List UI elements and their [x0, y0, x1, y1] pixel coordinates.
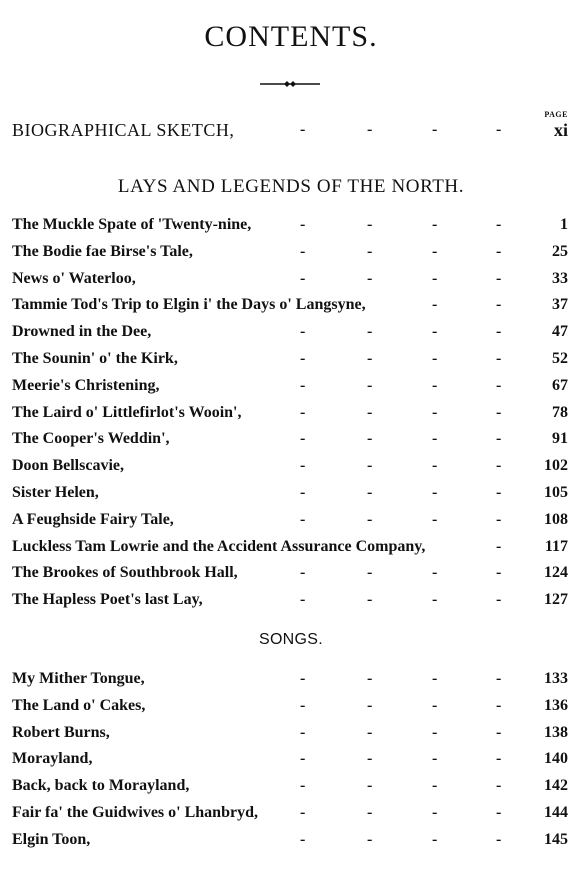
leader-dot: -	[496, 323, 502, 341]
leader-dot: -	[300, 750, 306, 768]
toc-entry[interactable]	[12, 214, 568, 238]
toc-entry-title: Fair fa' the Guidwives o' Lhanbryd,	[12, 804, 258, 821]
section-heading-lays: LAYS AND LEGENDS OF THE NORTH.	[117, 176, 465, 197]
toc-entry-title: Tammie Tod's Trip to Elgin i' the Days o' Langsyne,	[12, 296, 366, 314]
toc-entry-title: News o' Waterloo,	[12, 269, 136, 287]
leader-dot: -	[367, 216, 373, 233]
toc-entry-page: 105	[544, 484, 568, 501]
toc-entry[interactable]	[12, 695, 568, 719]
toc-entry[interactable]	[12, 668, 568, 692]
toc-entry-title: Sister Helen,	[12, 484, 99, 501]
leader-dot: -	[300, 777, 306, 795]
toc-entry-title: My Mither Tongue,	[12, 670, 145, 687]
leader-dot: -	[496, 403, 502, 421]
leader-dot: -	[300, 121, 306, 138]
leader-dot: -	[496, 216, 502, 233]
toc-entry[interactable]	[12, 536, 568, 560]
leader-dot: -	[367, 269, 373, 287]
toc-entry-title: Luckless Tam Lowrie and the Accident Assurance Company,	[12, 537, 426, 555]
leader-dot: -	[300, 804, 306, 821]
leader-dot: -	[367, 242, 373, 260]
leader-dot: -	[432, 269, 438, 287]
leader-dot: -	[496, 537, 502, 555]
toc-entry-title: Drowned in the Dee,	[12, 323, 152, 341]
toc-entry[interactable]	[12, 722, 568, 746]
toc-entry-page: 108	[544, 510, 568, 528]
leader-dot: -	[300, 670, 306, 687]
toc-entry-page: 37	[552, 296, 568, 314]
leader-dot: -	[432, 216, 438, 233]
toc-entry[interactable]	[12, 294, 568, 318]
leader-dot: -	[496, 269, 502, 287]
toc-entry[interactable]	[12, 375, 568, 399]
toc-entry[interactable]	[12, 589, 568, 613]
page-title: CONTENTS.	[204, 20, 378, 53]
leader-dot: -	[496, 723, 502, 741]
toc-entry-page: 67	[552, 376, 568, 394]
leader-dot: -	[432, 242, 438, 260]
toc-entry[interactable]	[12, 268, 568, 292]
toc-entry-page: 124	[544, 564, 568, 582]
leader-dot: -	[496, 750, 502, 768]
toc-entry-title: The Hapless Poet's last Lay,	[12, 591, 203, 609]
leader-dot: -	[432, 777, 438, 795]
ornament-rule-icon	[258, 78, 322, 90]
leader-dot: -	[300, 216, 306, 233]
toc-entry-title: The Muckle Spate of 'Twenty-nine,	[12, 216, 252, 233]
toc-entry[interactable]	[12, 321, 568, 345]
toc-entry-page: 52	[552, 350, 568, 367]
leader-dot: -	[432, 830, 438, 848]
leader-dot: -	[300, 510, 306, 528]
leader-dot: -	[300, 242, 306, 260]
leader-dot: -	[432, 564, 438, 582]
leader-dot: -	[367, 323, 373, 341]
leader-dot: -	[367, 376, 373, 394]
leader-dot: -	[496, 484, 502, 501]
toc-entry-page: 136	[544, 696, 568, 714]
toc-entry[interactable]	[12, 775, 568, 799]
toc-entry-page: 91	[552, 430, 568, 448]
leader-dot: -	[432, 696, 438, 714]
toc-entry[interactable]	[12, 428, 568, 452]
leader-dot: -	[367, 696, 373, 714]
leader-dot: -	[432, 670, 438, 687]
leader-dot: -	[496, 457, 502, 475]
leader-dot: -	[496, 591, 502, 609]
leader-dot: -	[367, 830, 373, 848]
leader-dot: -	[496, 350, 502, 367]
leader-dot: -	[367, 670, 373, 687]
leader-dot: -	[367, 804, 373, 821]
toc-entry-page: 117	[544, 537, 568, 555]
leader-dot: -	[367, 777, 373, 795]
leader-dot: -	[300, 564, 306, 582]
toc-entry-page: 78	[552, 403, 568, 421]
leader-dot: -	[496, 777, 502, 795]
toc-entry-title: The Brookes of Southbrook Hall,	[12, 564, 238, 582]
toc-entry-title: Back, back to Morayland,	[12, 777, 190, 795]
leader-dot: -	[496, 830, 502, 848]
leader-dot: -	[432, 457, 438, 475]
leader-dot: -	[300, 723, 306, 741]
page-column-label: PAGE	[544, 110, 568, 119]
leader-dot: -	[432, 121, 438, 138]
toc-entry[interactable]	[12, 829, 568, 853]
toc-entry-page: 145	[544, 830, 568, 848]
leader-dot: -	[300, 350, 306, 367]
leader-dot: -	[432, 350, 438, 367]
leader-dot: -	[300, 323, 306, 341]
toc-entry-page: xi	[553, 120, 568, 140]
toc-entry-page: 47	[552, 323, 568, 341]
leader-dot: -	[496, 121, 502, 138]
leader-dot: -	[496, 296, 502, 314]
leader-dot: -	[300, 591, 306, 609]
leader-dot: -	[496, 430, 502, 448]
toc-entry-page: 127	[544, 591, 568, 609]
leader-dot: -	[367, 564, 373, 582]
leader-dot: -	[432, 510, 438, 528]
leader-dot: -	[367, 430, 373, 448]
toc-entry-title: The Land o' Cakes,	[12, 696, 146, 714]
leader-dot: -	[432, 804, 438, 821]
leader-dot: -	[496, 242, 502, 260]
leader-dot: -	[367, 403, 373, 421]
toc-entry-title: Doon Bellscavie,	[12, 457, 124, 475]
toc-entry[interactable]	[12, 748, 568, 772]
toc-entry-title: BIOGRAPHICAL SKETCH,	[12, 120, 235, 140]
section-heading-songs: SONGS.	[258, 631, 324, 648]
toc-entry-page: 33	[552, 269, 568, 287]
toc-entry-page: 1	[560, 216, 568, 233]
toc-entry-biographical[interactable]	[12, 119, 568, 143]
leader-dot: -	[300, 376, 306, 394]
leader-dot: -	[367, 723, 373, 741]
leader-dot: -	[367, 750, 373, 768]
leader-dot: -	[432, 484, 438, 501]
toc-entry-page: 138	[544, 723, 568, 741]
leader-dot: -	[300, 696, 306, 714]
leader-dot: -	[496, 696, 502, 714]
toc-entry-page: 144	[544, 804, 568, 821]
toc-entry[interactable]	[12, 802, 568, 826]
leader-dot: -	[367, 350, 373, 367]
toc-entry-page: 142	[544, 777, 568, 795]
toc-entry[interactable]	[12, 402, 568, 426]
toc-entry-page: 140	[544, 750, 568, 768]
toc-entry-title: Robert Burns,	[12, 723, 110, 741]
toc-entry-title: Elgin Toon,	[12, 830, 91, 848]
leader-dot: -	[432, 376, 438, 394]
toc-entry-title: Morayland,	[12, 750, 93, 768]
leader-dot: -	[300, 484, 306, 501]
leader-dot: -	[300, 269, 306, 287]
leader-dot: -	[300, 830, 306, 848]
leader-dot: -	[367, 591, 373, 609]
toc-entry-page: 102	[544, 457, 568, 475]
leader-dot: -	[300, 403, 306, 421]
leader-dot: -	[432, 750, 438, 768]
leader-dot: -	[367, 484, 373, 501]
toc-entry-page: 25	[552, 242, 568, 260]
leader-dot: -	[432, 323, 438, 341]
leader-dot: -	[496, 564, 502, 582]
toc-entry-page: 133	[544, 670, 568, 687]
toc-entry[interactable]	[12, 455, 568, 479]
leader-dot: -	[367, 457, 373, 475]
leader-dot: -	[496, 510, 502, 528]
toc-entry[interactable]	[12, 509, 568, 533]
leader-dot: -	[496, 670, 502, 687]
toc-entry-title: The Laird o' Littlefirlot's Wooin',	[12, 403, 242, 421]
leader-dot: -	[367, 510, 373, 528]
toc-entry[interactable]	[12, 348, 568, 372]
leader-dot: -	[496, 376, 502, 394]
toc-entry-title: A Feughside Fairy Tale,	[12, 510, 174, 528]
leader-dot: -	[432, 591, 438, 609]
toc-entry[interactable]	[12, 482, 568, 506]
toc-entry-title: The Sounin' o' the Kirk,	[12, 350, 178, 367]
leader-dot: -	[432, 296, 438, 314]
leader-dot: -	[432, 403, 438, 421]
toc-entry-title: The Cooper's Weddin',	[12, 430, 170, 448]
leader-dot: -	[496, 804, 502, 821]
toc-entry[interactable]	[12, 241, 568, 265]
toc-entry-title: The Bodie fae Birse's Tale,	[12, 242, 193, 260]
toc-entry-title: Meerie's Christening,	[12, 376, 160, 394]
toc-entry[interactable]	[12, 562, 568, 586]
leader-dot: -	[300, 457, 306, 475]
leader-dot: -	[300, 430, 306, 448]
leader-dot: -	[432, 430, 438, 448]
leader-dot: -	[432, 723, 438, 741]
leader-dot: -	[367, 121, 373, 138]
